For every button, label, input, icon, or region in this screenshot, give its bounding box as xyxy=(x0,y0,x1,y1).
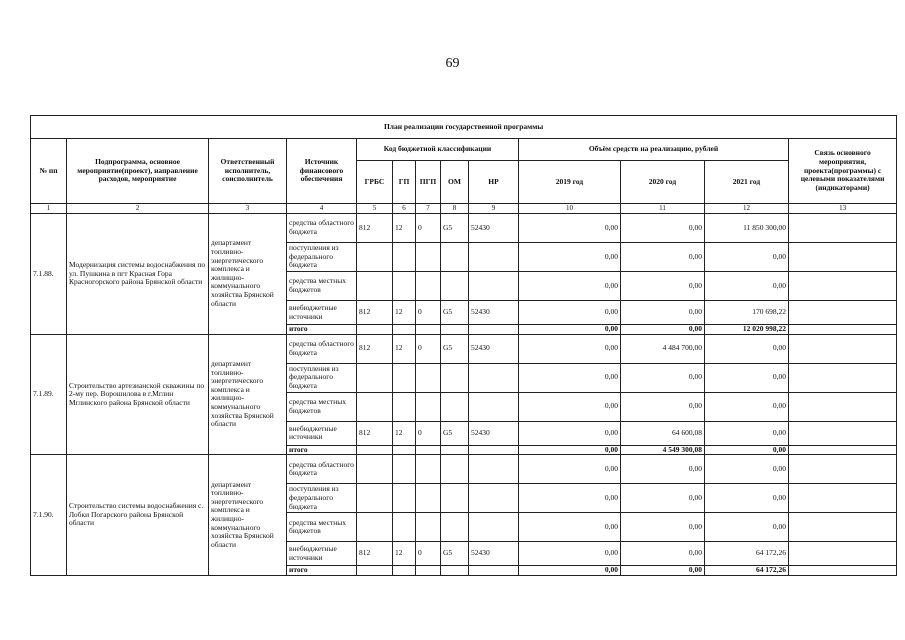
amount-2021: 64 172,26 xyxy=(705,566,789,576)
link-cell xyxy=(789,513,897,542)
code-om xyxy=(441,243,469,272)
code-grbs xyxy=(357,363,393,392)
header-responsible: Ответственный исполнитель, соисполнитель xyxy=(209,139,287,204)
code-gp: 12 xyxy=(393,334,416,363)
column-number: 7 xyxy=(416,204,441,214)
code-om xyxy=(441,363,469,392)
source-label: средства областного бюджета xyxy=(287,455,357,484)
table-row xyxy=(31,214,897,243)
link-cell xyxy=(789,566,897,576)
code-pgp xyxy=(416,455,441,484)
code-om: G5 xyxy=(441,542,469,566)
column-number: 5 xyxy=(357,204,393,214)
amount-2019: 0,00 xyxy=(519,272,621,301)
code-nr xyxy=(469,243,519,272)
amount-2019: 0,00 xyxy=(519,243,621,272)
amount-2021: 0,00 xyxy=(705,334,789,363)
code-om xyxy=(441,455,469,484)
program-plan-table xyxy=(30,115,897,576)
amount-2020: 0,00 xyxy=(621,455,705,484)
amount-2019: 0,00 xyxy=(519,421,621,445)
code-pgp xyxy=(416,484,441,513)
record-name: Строительство системы водоснабжения с. Лобки Погарского района Брянской области xyxy=(67,455,209,576)
amount-2021: 0,00 xyxy=(705,392,789,421)
code-grbs xyxy=(357,513,393,542)
code-nr xyxy=(469,392,519,421)
code-nr xyxy=(469,566,519,576)
code-gp xyxy=(393,272,416,301)
header-gp: ГП xyxy=(393,161,416,204)
column-number: 13 xyxy=(789,204,897,214)
code-gp xyxy=(393,484,416,513)
source-label: поступления из федерального бюджета xyxy=(287,363,357,392)
code-gp xyxy=(393,392,416,421)
amount-2019: 0,00 xyxy=(519,325,621,335)
code-om xyxy=(441,325,469,335)
code-om xyxy=(441,484,469,513)
code-pgp xyxy=(416,243,441,272)
amount-2020: 0,00 xyxy=(621,301,705,325)
source-label: средства местных бюджетов xyxy=(287,392,357,421)
code-gp xyxy=(393,513,416,542)
source-label: внебюджетные источники xyxy=(287,542,357,566)
header-nr: НР xyxy=(469,161,519,204)
amount-2021: 11 850 300,00 xyxy=(705,214,789,243)
code-nr: 52430 xyxy=(469,542,519,566)
link-cell xyxy=(789,301,897,325)
source-label: поступления из федерального бюджета xyxy=(287,243,357,272)
record-responsible: департамент топливно-энергетического комплекса и жилищно-коммунального хозяйства Брянской области xyxy=(209,214,287,335)
record-responsible: департамент топливно-энергетического комплекса и жилищно-коммунального хозяйства Брянской области xyxy=(209,334,287,455)
amount-2021: 0,00 xyxy=(705,513,789,542)
source-label: внебюджетные источники xyxy=(287,301,357,325)
source-label: внебюджетные источники xyxy=(287,421,357,445)
amount-2019: 0,00 xyxy=(519,513,621,542)
amount-2021: 0,00 xyxy=(705,272,789,301)
code-nr xyxy=(469,513,519,542)
amount-2021: 0,00 xyxy=(705,445,789,455)
column-number: 2 xyxy=(67,204,209,214)
code-om xyxy=(441,445,469,455)
code-pgp: 0 xyxy=(416,421,441,445)
code-grbs: 812 xyxy=(357,421,393,445)
code-grbs: 812 xyxy=(357,214,393,243)
record-name: Модернизация системы водоснабжения по ул. Пушкина в пгт Красная Гора Красногорского района Брянской области xyxy=(67,214,209,335)
code-gp: 12 xyxy=(393,214,416,243)
amount-2020: 0,00 xyxy=(621,243,705,272)
header-amount: Объём средств на реализацию, рублей xyxy=(519,139,789,161)
link-cell xyxy=(789,392,897,421)
code-grbs xyxy=(357,272,393,301)
link-cell xyxy=(789,455,897,484)
code-pgp xyxy=(416,363,441,392)
amount-2021: 12 020 998,22 xyxy=(705,325,789,335)
source-label: итого xyxy=(287,325,357,335)
code-grbs xyxy=(357,566,393,576)
amount-2019: 0,00 xyxy=(519,301,621,325)
amount-2019: 0,00 xyxy=(519,455,621,484)
link-cell xyxy=(789,363,897,392)
code-pgp xyxy=(416,272,441,301)
code-gp: 12 xyxy=(393,301,416,325)
amount-2019: 0,00 xyxy=(519,445,621,455)
amount-2020: 64 600,08 xyxy=(621,421,705,445)
column-number: 3 xyxy=(209,204,287,214)
code-om: G5 xyxy=(441,334,469,363)
code-pgp: 0 xyxy=(416,334,441,363)
source-label: средства местных бюджетов xyxy=(287,272,357,301)
link-cell xyxy=(789,445,897,455)
code-nr: 52430 xyxy=(469,334,519,363)
code-nr xyxy=(469,272,519,301)
amount-2020: 0,00 xyxy=(621,542,705,566)
code-grbs xyxy=(357,325,393,335)
link-cell xyxy=(789,325,897,335)
amount-2020: 0,00 xyxy=(621,272,705,301)
amount-2021: 0,00 xyxy=(705,484,789,513)
code-gp xyxy=(393,566,416,576)
code-gp xyxy=(393,445,416,455)
code-nr: 52430 xyxy=(469,421,519,445)
amount-2021: 0,00 xyxy=(705,363,789,392)
source-label: итого xyxy=(287,445,357,455)
amount-2020: 4 484 700,00 xyxy=(621,334,705,363)
code-nr xyxy=(469,445,519,455)
column-number: 9 xyxy=(469,204,519,214)
amount-2021: 64 172,26 xyxy=(705,542,789,566)
code-nr: 52430 xyxy=(469,214,519,243)
code-pgp xyxy=(416,513,441,542)
header-link: Связь основного мероприятия, проекта(программы) с целевыми показателями (индикаторами) xyxy=(789,139,897,204)
code-nr xyxy=(469,325,519,335)
code-grbs xyxy=(357,484,393,513)
code-om xyxy=(441,272,469,301)
header-pgp: ПГП xyxy=(416,161,441,204)
amount-2021: 0,00 xyxy=(705,455,789,484)
code-om: G5 xyxy=(441,301,469,325)
amount-2020: 0,00 xyxy=(621,566,705,576)
code-om xyxy=(441,566,469,576)
header-grbs: ГРБС xyxy=(357,161,393,204)
record-name: Строительство артезианской скважины по 2-му пер. Ворошилова в г.Мглин Мглинского района Брянской области xyxy=(67,334,209,455)
code-om xyxy=(441,392,469,421)
code-om: G5 xyxy=(441,421,469,445)
code-grbs xyxy=(357,445,393,455)
column-number: 10 xyxy=(519,204,621,214)
column-number: 12 xyxy=(705,204,789,214)
code-gp xyxy=(393,243,416,272)
code-pgp xyxy=(416,445,441,455)
source-label: средства областного бюджета xyxy=(287,214,357,243)
amount-2020: 0,00 xyxy=(621,214,705,243)
code-gp xyxy=(393,455,416,484)
code-om xyxy=(441,513,469,542)
table-row xyxy=(31,455,897,484)
amount-2019: 0,00 xyxy=(519,392,621,421)
header-no: № пп xyxy=(31,139,67,204)
code-grbs: 812 xyxy=(357,542,393,566)
code-nr: 52430 xyxy=(469,301,519,325)
code-grbs: 812 xyxy=(357,334,393,363)
link-cell xyxy=(789,214,897,243)
amount-2019: 0,00 xyxy=(519,214,621,243)
header-2019: 2019 год xyxy=(519,161,621,204)
record-responsible: департамент топливно-энергетического комплекса и жилищно-коммунального хозяйства Брянской области xyxy=(209,455,287,576)
amount-2019: 0,00 xyxy=(519,484,621,513)
amount-2020: 0,00 xyxy=(621,363,705,392)
amount-2019: 0,00 xyxy=(519,542,621,566)
link-cell xyxy=(789,272,897,301)
header-source: Источник финансового обеспечения xyxy=(287,139,357,204)
code-nr xyxy=(469,363,519,392)
header-om: ОМ xyxy=(441,161,469,204)
code-gp xyxy=(393,363,416,392)
code-nr xyxy=(469,455,519,484)
header-budget-code: Код бюджетной классификации xyxy=(357,139,519,161)
link-cell xyxy=(789,334,897,363)
code-grbs xyxy=(357,455,393,484)
table-row xyxy=(31,334,897,363)
code-gp: 12 xyxy=(393,421,416,445)
code-grbs xyxy=(357,392,393,421)
plan-title: План реализации государственной программы xyxy=(31,116,897,139)
column-number: 1 xyxy=(31,204,67,214)
amount-2021: 0,00 xyxy=(705,421,789,445)
code-gp xyxy=(393,325,416,335)
header-2020: 2020 год xyxy=(621,161,705,204)
page-number: 69 xyxy=(445,56,460,71)
amount-2021: 170 698,22 xyxy=(705,301,789,325)
amount-2021: 0,00 xyxy=(705,243,789,272)
source-label: итого xyxy=(287,566,357,576)
code-pgp: 0 xyxy=(416,301,441,325)
column-number: 6 xyxy=(393,204,416,214)
code-pgp: 0 xyxy=(416,542,441,566)
column-number: 8 xyxy=(441,204,469,214)
link-cell xyxy=(789,484,897,513)
code-pgp: 0 xyxy=(416,214,441,243)
code-om: G5 xyxy=(441,214,469,243)
source-label: средства местных бюджетов xyxy=(287,513,357,542)
amount-2019: 0,00 xyxy=(519,363,621,392)
amount-2019: 0,00 xyxy=(519,566,621,576)
source-label: поступления из федерального бюджета xyxy=(287,484,357,513)
code-nr xyxy=(469,484,519,513)
link-cell xyxy=(789,542,897,566)
code-gp: 12 xyxy=(393,542,416,566)
column-number: 11 xyxy=(621,204,705,214)
amount-2020: 0,00 xyxy=(621,513,705,542)
column-number-row xyxy=(31,204,897,214)
code-pgp xyxy=(416,392,441,421)
code-grbs xyxy=(357,243,393,272)
record-number: 7.1.88. xyxy=(31,214,67,335)
amount-2020: 4 549 300,08 xyxy=(621,445,705,455)
amount-2019: 0,00 xyxy=(519,334,621,363)
records-body xyxy=(31,214,897,576)
link-cell xyxy=(789,243,897,272)
amount-2020: 0,00 xyxy=(621,325,705,335)
record-number: 7.1.90. xyxy=(31,455,67,576)
amount-2020: 0,00 xyxy=(621,392,705,421)
header-2021: 2021 год xyxy=(705,161,789,204)
amount-2020: 0,00 xyxy=(621,484,705,513)
column-number: 4 xyxy=(287,204,357,214)
code-grbs: 812 xyxy=(357,301,393,325)
source-label: средства областного бюджета xyxy=(287,334,357,363)
header-subprogram: Подпрограмма, основное мероприятие(проект), направление расходов, мероприятие xyxy=(67,139,209,204)
code-pgp xyxy=(416,566,441,576)
code-pgp xyxy=(416,325,441,335)
link-cell xyxy=(789,421,897,445)
record-number: 7.1.89. xyxy=(31,334,67,455)
